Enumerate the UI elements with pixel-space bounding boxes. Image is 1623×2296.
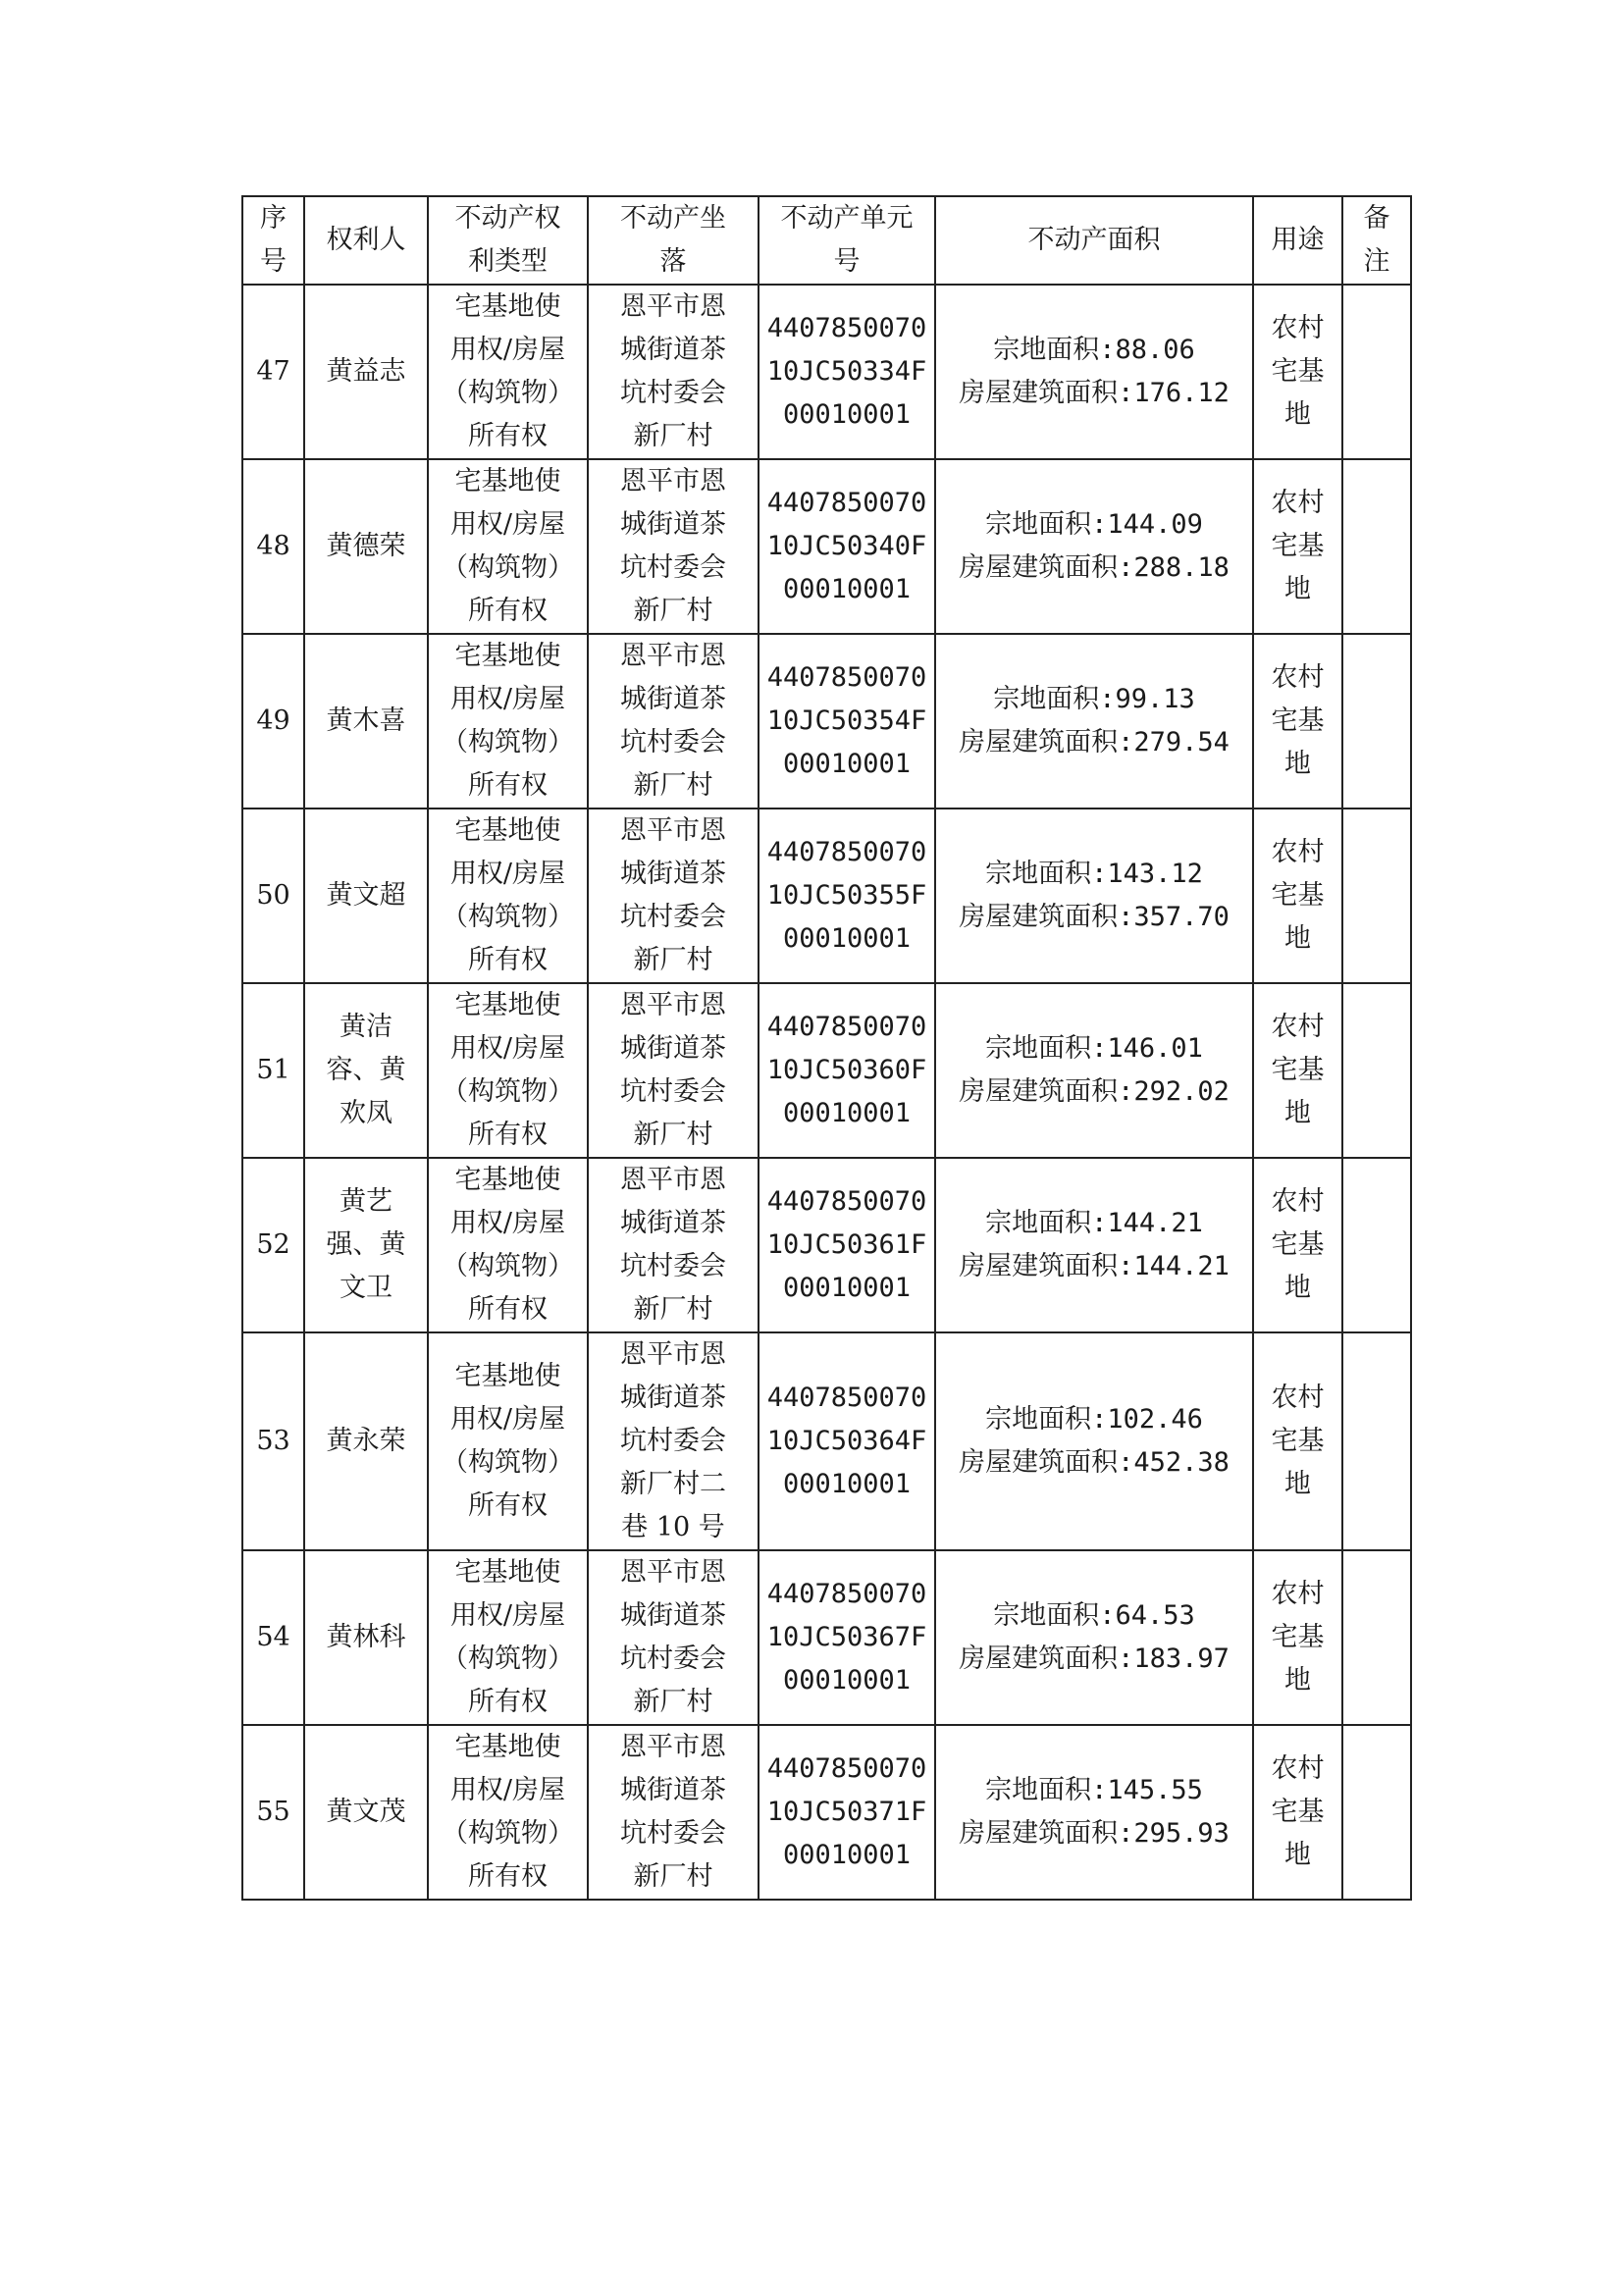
header-remark: 备 注 — [1342, 196, 1411, 285]
cell-right-type — [428, 809, 588, 983]
cell-remark — [1342, 285, 1411, 459]
building-area-text: 房屋建筑面积:292.02 — [959, 1076, 1230, 1107]
cell-remark — [1342, 809, 1411, 983]
header-area: 不动产面积 — [935, 196, 1253, 285]
cell-area — [935, 983, 1253, 1158]
cell-location — [588, 285, 759, 459]
cell-usage-text: 农村 宅基 地 — [1271, 1753, 1325, 1870]
cell-seq-text: 55 — [256, 1797, 290, 1827]
cell-seq-text: 49 — [256, 705, 290, 736]
cell-location-text: 恩平市恩 城街道茶 坑村委会 新厂村二 巷 10 号 — [620, 1339, 726, 1542]
land-area-text: 宗地面积:88.06 — [993, 335, 1195, 365]
cell-right-type — [428, 983, 588, 1158]
cell-usage — [1253, 285, 1342, 459]
land-area-text: 宗地面积:143.12 — [985, 859, 1203, 889]
header-seq: 序 号 — [242, 196, 304, 285]
cell-owner-text: 黄文超 — [326, 880, 406, 911]
cell-usage-text: 农村 宅基 地 — [1271, 1186, 1325, 1303]
cell-unit-no — [759, 1158, 935, 1332]
cell-seq-text: 52 — [256, 1229, 290, 1260]
cell-unit-no — [759, 285, 935, 459]
cell-location-text: 恩平市恩 城街道茶 坑村委会 新厂村 — [620, 641, 726, 801]
cell-remark — [1342, 634, 1411, 809]
cell-right-type-text: 宅基地使 用权/房屋 （构筑物） 所有权 — [442, 641, 574, 801]
cell-usage — [1253, 1725, 1342, 1900]
cell-seq — [242, 1550, 304, 1725]
cell-location-text: 恩平市恩 城街道茶 坑村委会 新厂村 — [620, 291, 726, 451]
cell-right-type — [428, 1550, 588, 1725]
cell-location — [588, 459, 759, 634]
header-location: 不动产坐 落 — [588, 196, 759, 285]
cell-owner-text: 黄益志 — [326, 356, 406, 387]
building-area-text: 房屋建筑面积:295.93 — [959, 1818, 1230, 1849]
cell-right-type — [428, 1332, 588, 1550]
cell-area — [935, 285, 1253, 459]
cell-location-text: 恩平市恩 城街道茶 坑村委会 新厂村 — [620, 1557, 726, 1717]
cell-owner-text: 黄洁 容、黄 欢凤 — [326, 1012, 406, 1128]
cell-usage — [1253, 634, 1342, 809]
cell-unit-no — [759, 1725, 935, 1900]
building-area-text: 房屋建筑面积:357.70 — [959, 902, 1230, 932]
land-area-text: 宗地面积:144.21 — [985, 1208, 1203, 1238]
cell-right-type — [428, 285, 588, 459]
cell-location — [588, 809, 759, 983]
cell-unit-no-text: 4407850070 10JC50367F 00010001 — [766, 1579, 927, 1696]
cell-right-type-text: 宅基地使 用权/房屋 （构筑物） 所有权 — [442, 291, 574, 451]
cell-area — [935, 1158, 1253, 1332]
cell-usage-text: 农村 宅基 地 — [1271, 662, 1325, 779]
cell-owner — [304, 1725, 428, 1900]
building-area-text: 房屋建筑面积:176.12 — [959, 378, 1230, 408]
building-area-text: 房屋建筑面积:279.54 — [959, 727, 1230, 757]
cell-seq-text: 50 — [256, 880, 290, 911]
building-area-text: 房屋建筑面积:452.38 — [959, 1447, 1230, 1478]
building-area-text: 房屋建筑面积:144.21 — [959, 1251, 1230, 1281]
cell-location — [588, 1725, 759, 1900]
cell-owner — [304, 285, 428, 459]
cell-right-type-text: 宅基地使 用权/房屋 （构筑物） 所有权 — [442, 815, 574, 975]
cell-seq-text: 54 — [256, 1622, 290, 1652]
cell-unit-no — [759, 1550, 935, 1725]
cell-location-text: 恩平市恩 城街道茶 坑村委会 新厂村 — [620, 466, 726, 626]
cell-unit-no — [759, 983, 935, 1158]
cell-right-type-text: 宅基地使 用权/房屋 （构筑物） 所有权 — [442, 1557, 574, 1717]
cell-owner-text: 黄艺 强、黄 文卫 — [326, 1186, 406, 1303]
cell-usage — [1253, 983, 1342, 1158]
building-area-text: 房屋建筑面积:288.18 — [959, 552, 1230, 583]
cell-remark — [1342, 1158, 1411, 1332]
cell-owner-text: 黄文茂 — [326, 1797, 406, 1827]
cell-seq — [242, 1158, 304, 1332]
cell-unit-no-text: 4407850070 10JC50334F 00010001 — [766, 313, 927, 430]
cell-location-text: 恩平市恩 城街道茶 坑村委会 新厂村 — [620, 1732, 726, 1892]
table-row — [242, 809, 1411, 983]
cell-remark — [1342, 459, 1411, 634]
table-row — [242, 634, 1411, 809]
cell-location — [588, 1158, 759, 1332]
cell-unit-no — [759, 809, 935, 983]
header-row — [242, 196, 1411, 285]
cell-remark — [1342, 1550, 1411, 1725]
cell-owner — [304, 809, 428, 983]
cell-usage-text: 农村 宅基 地 — [1271, 313, 1325, 430]
cell-usage — [1253, 1332, 1342, 1550]
cell-unit-no-text: 4407850070 10JC50340F 00010001 — [766, 488, 927, 604]
cell-unit-no-text: 4407850070 10JC50360F 00010001 — [766, 1012, 927, 1128]
cell-unit-no-text: 4407850070 10JC50371F 00010001 — [766, 1753, 927, 1870]
cell-seq-text: 53 — [256, 1426, 290, 1456]
cell-usage — [1253, 1550, 1342, 1725]
land-area-text: 宗地面积:64.53 — [993, 1600, 1195, 1631]
cell-usage-text: 农村 宅基 地 — [1271, 1579, 1325, 1696]
cell-owner — [304, 1158, 428, 1332]
cell-seq-text: 48 — [256, 531, 290, 561]
cell-unit-no-text: 4407850070 10JC50364F 00010001 — [766, 1383, 927, 1499]
cell-right-type-text: 宅基地使 用权/房屋 （构筑物） 所有权 — [442, 1732, 574, 1892]
cell-seq — [242, 1332, 304, 1550]
cell-area — [935, 459, 1253, 634]
cell-right-type — [428, 634, 588, 809]
cell-location — [588, 634, 759, 809]
table-row — [242, 285, 1411, 459]
cell-usage-text: 农村 宅基 地 — [1271, 1012, 1325, 1128]
cell-unit-no — [759, 459, 935, 634]
cell-seq-text: 51 — [256, 1055, 290, 1085]
cell-owner-text: 黄木喜 — [326, 705, 406, 736]
cell-right-type-text: 宅基地使 用权/房屋 （构筑物） 所有权 — [442, 466, 574, 626]
cell-unit-no-text: 4407850070 10JC50361F 00010001 — [766, 1186, 927, 1303]
cell-remark — [1342, 983, 1411, 1158]
land-area-text: 宗地面积:145.55 — [985, 1775, 1203, 1805]
header-owner: 权利人 — [304, 196, 428, 285]
cell-owner — [304, 634, 428, 809]
cell-usage-text: 农村 宅基 地 — [1271, 837, 1325, 954]
cell-area — [935, 809, 1253, 983]
cell-owner-text: 黄永荣 — [326, 1426, 406, 1456]
cell-unit-no-text: 4407850070 10JC50354F 00010001 — [766, 662, 927, 779]
cell-owner — [304, 1332, 428, 1550]
table-row — [242, 1158, 1411, 1332]
cell-area — [935, 634, 1253, 809]
building-area-text: 房屋建筑面积:183.97 — [959, 1644, 1230, 1674]
cell-remark — [1342, 1332, 1411, 1550]
cell-unit-no-text: 4407850070 10JC50355F 00010001 — [766, 837, 927, 954]
cell-location-text: 恩平市恩 城街道茶 坑村委会 新厂村 — [620, 1165, 726, 1325]
cell-area — [935, 1332, 1253, 1550]
table-row — [242, 1725, 1411, 1900]
land-area-text: 宗地面积:99.13 — [993, 684, 1195, 714]
land-area-text: 宗地面积:144.09 — [985, 509, 1203, 540]
header-unit-no: 不动产单元 号 — [759, 196, 935, 285]
cell-owner-text: 黄德荣 — [326, 531, 406, 561]
cell-location — [588, 1550, 759, 1725]
cell-area — [935, 1725, 1253, 1900]
land-area-text: 宗地面积:102.46 — [985, 1404, 1203, 1435]
cell-right-type-text: 宅基地使 用权/房屋 （构筑物） 所有权 — [442, 1165, 574, 1325]
cell-remark — [1342, 1725, 1411, 1900]
cell-seq — [242, 634, 304, 809]
land-area-text: 宗地面积:146.01 — [985, 1033, 1203, 1064]
property-register-table — [241, 195, 1412, 1901]
cell-unit-no — [759, 634, 935, 809]
cell-usage — [1253, 459, 1342, 634]
cell-right-type — [428, 1725, 588, 1900]
table-row — [242, 1332, 1411, 1550]
cell-owner — [304, 1550, 428, 1725]
cell-seq — [242, 809, 304, 983]
cell-usage-text: 农村 宅基 地 — [1271, 1383, 1325, 1499]
register-body — [242, 285, 1411, 1900]
cell-seq — [242, 459, 304, 634]
cell-seq — [242, 983, 304, 1158]
cell-seq — [242, 1725, 304, 1900]
cell-owner-text: 黄林科 — [326, 1622, 406, 1652]
cell-owner — [304, 983, 428, 1158]
header-usage: 用途 — [1253, 196, 1342, 285]
cell-location — [588, 983, 759, 1158]
cell-location-text: 恩平市恩 城街道茶 坑村委会 新厂村 — [620, 815, 726, 975]
header-right-type: 不动产权 利类型 — [428, 196, 588, 285]
table-row — [242, 1550, 1411, 1725]
table-row — [242, 459, 1411, 634]
cell-seq-text: 47 — [256, 356, 290, 387]
cell-usage — [1253, 809, 1342, 983]
cell-location-text: 恩平市恩 城街道茶 坑村委会 新厂村 — [620, 990, 726, 1150]
cell-location — [588, 1332, 759, 1550]
cell-right-type — [428, 1158, 588, 1332]
cell-usage — [1253, 1158, 1342, 1332]
cell-right-type — [428, 459, 588, 634]
cell-seq — [242, 285, 304, 459]
cell-owner — [304, 459, 428, 634]
cell-area — [935, 1550, 1253, 1725]
cell-usage-text: 农村 宅基 地 — [1271, 488, 1325, 604]
cell-unit-no — [759, 1332, 935, 1550]
cell-right-type-text: 宅基地使 用权/房屋 （构筑物） 所有权 — [442, 1361, 574, 1521]
table-row — [242, 983, 1411, 1158]
cell-right-type-text: 宅基地使 用权/房屋 （构筑物） 所有权 — [442, 990, 574, 1150]
